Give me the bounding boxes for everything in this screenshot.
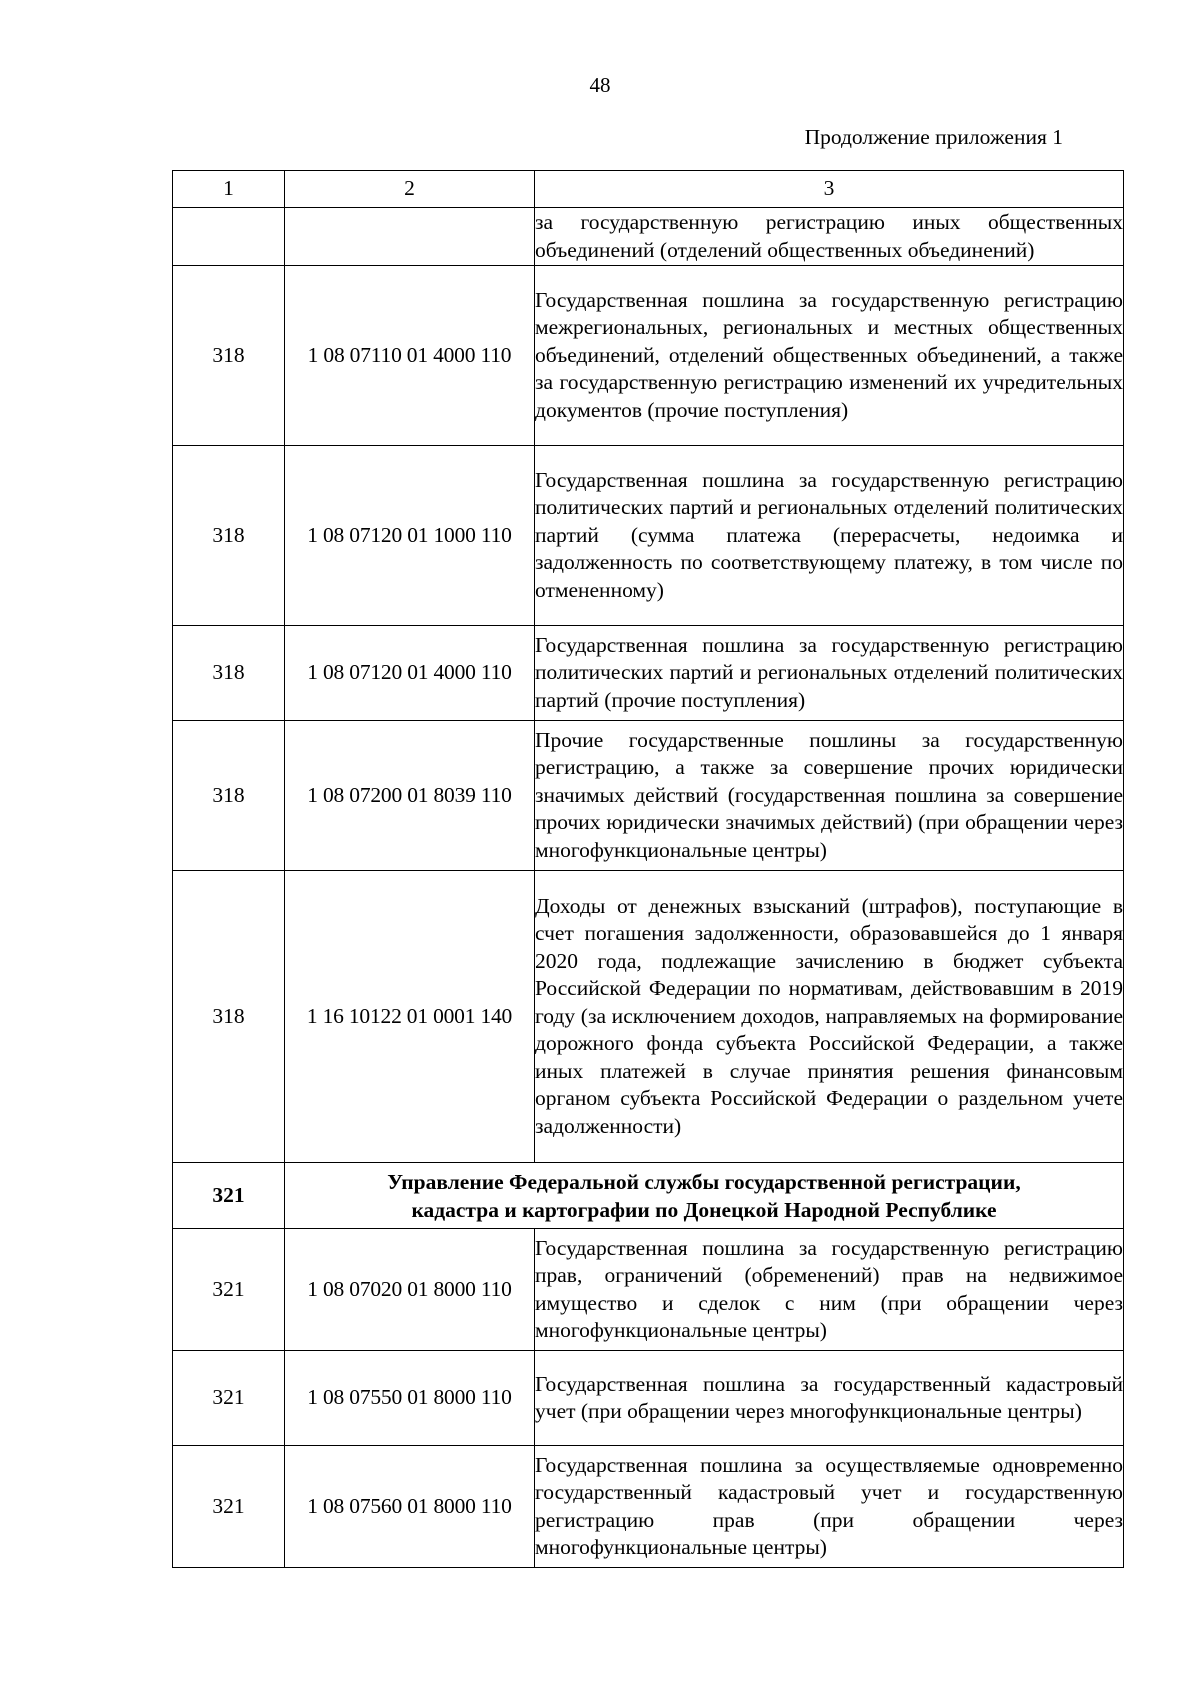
budget-code-cell: 1 08 07560 01 8000 110 (285, 1446, 535, 1568)
budget-code-cell: 1 08 07200 01 8039 110 (285, 721, 535, 871)
description-cell: Государственная пошлина за государственную регистрацию межрегиональных, региональных и местных общественных объединений, отделений общественных объединений, а также за государственную регистрацию изменений их учредительных документов (прочие поступления) (535, 266, 1124, 446)
section-header-row (173, 1163, 1124, 1229)
description-cell: Прочие государственные пошлины за государственную регистрацию, а также за совершение прочих юридически значимых действий (государственная пошлина за совершение прочих юридически значимых действий) (при обращении через многофункциональные центры) (535, 721, 1124, 871)
budget-code-cell (285, 208, 535, 266)
section-admin-code: 321 (173, 1163, 285, 1229)
table-row (173, 626, 1124, 721)
admin-code-cell: 318 (173, 446, 285, 626)
section-title (285, 1163, 1124, 1229)
admin-code-cell: 318 (173, 871, 285, 1163)
table-row (173, 1351, 1124, 1446)
table-row (173, 446, 1124, 626)
table-row (173, 208, 1124, 266)
admin-code-cell: 321 (173, 1351, 285, 1446)
description-cell: Государственная пошлина за государственную регистрацию политических партий и региональных отделений политических партий (прочие поступления) (535, 626, 1124, 721)
table-row (173, 721, 1124, 871)
admin-code-cell: 318 (173, 266, 285, 446)
table-header-row (173, 171, 1124, 208)
page-number: 48 (589, 73, 611, 97)
budget-code-cell: 1 08 07120 01 4000 110 (285, 626, 535, 721)
admin-code-cell: 321 (173, 1446, 285, 1568)
table-row (173, 871, 1124, 1163)
appendix-continuation-label: Продолжение приложения 1 (804, 125, 1063, 149)
admin-code-cell: 321 (173, 1229, 285, 1351)
description-cell: за государственную регистрацию иных общественных объединений (отделений общественных объединений) (535, 208, 1124, 266)
column-header-3: 3 (535, 171, 1124, 208)
admin-code-cell: 318 (173, 626, 285, 721)
admin-code-cell (173, 208, 285, 266)
table-row (173, 1229, 1124, 1351)
description-cell: Доходы от денежных взысканий (штрафов), поступающие в счет погашения задолженности, образовавшейся до 1 января 2020 года, подлежащие зачислению в бюджет субъекта Российской Федерации по нормативам, действовавшим в 2019 году (за исключением доходов, направляемых на формирование дорожного фонда субъекта Российской Федерации, а также иных платежей в случае принятия решения финансовым органом субъекта Российской Федерации о раздельном учете задолженности) (535, 871, 1124, 1163)
description-cell: Государственная пошлина за осуществляемые одновременно государственный кадастровый учет и государственную регистрацию прав (при обращении через многофункциональные центры) (535, 1446, 1124, 1568)
section-title-line-1: Управление Федеральной службы государственной регистрации, (387, 1169, 1021, 1194)
description-cell: Государственная пошлина за государственный кадастровый учет (при обращении через многофункциональные центры) (535, 1351, 1124, 1446)
budget-code-cell: 1 08 07110 01 4000 110 (285, 266, 535, 446)
section-title-line-2: кадастра и картографии по Донецкой Народной Республике (411, 1197, 997, 1222)
table-row (173, 1446, 1124, 1568)
budget-code-cell: 1 08 07020 01 8000 110 (285, 1229, 535, 1351)
table-row (173, 266, 1124, 446)
description-cell: Государственная пошлина за государственную регистрацию политических партий и региональных отделений политических партий (сумма платежа (перерасчеты, недоимка и задолженность по соответствующему платежу, в том числе по отмененному) (535, 446, 1124, 626)
column-header-2: 2 (285, 171, 535, 208)
budget-code-cell: 1 08 07120 01 1000 110 (285, 446, 535, 626)
description-cell: Государственная пошлина за государственную регистрацию прав, ограничений (обременений) прав на недвижимое имущество и сделок с ним (при обращении через многофункциональные центры) (535, 1229, 1124, 1351)
budget-code-cell: 1 08 07550 01 8000 110 (285, 1351, 535, 1446)
budget-code-cell: 1 16 10122 01 0001 140 (285, 871, 535, 1163)
admin-code-cell: 318 (173, 721, 285, 871)
revenue-codes-table (172, 170, 1124, 1568)
column-header-1: 1 (173, 171, 285, 208)
